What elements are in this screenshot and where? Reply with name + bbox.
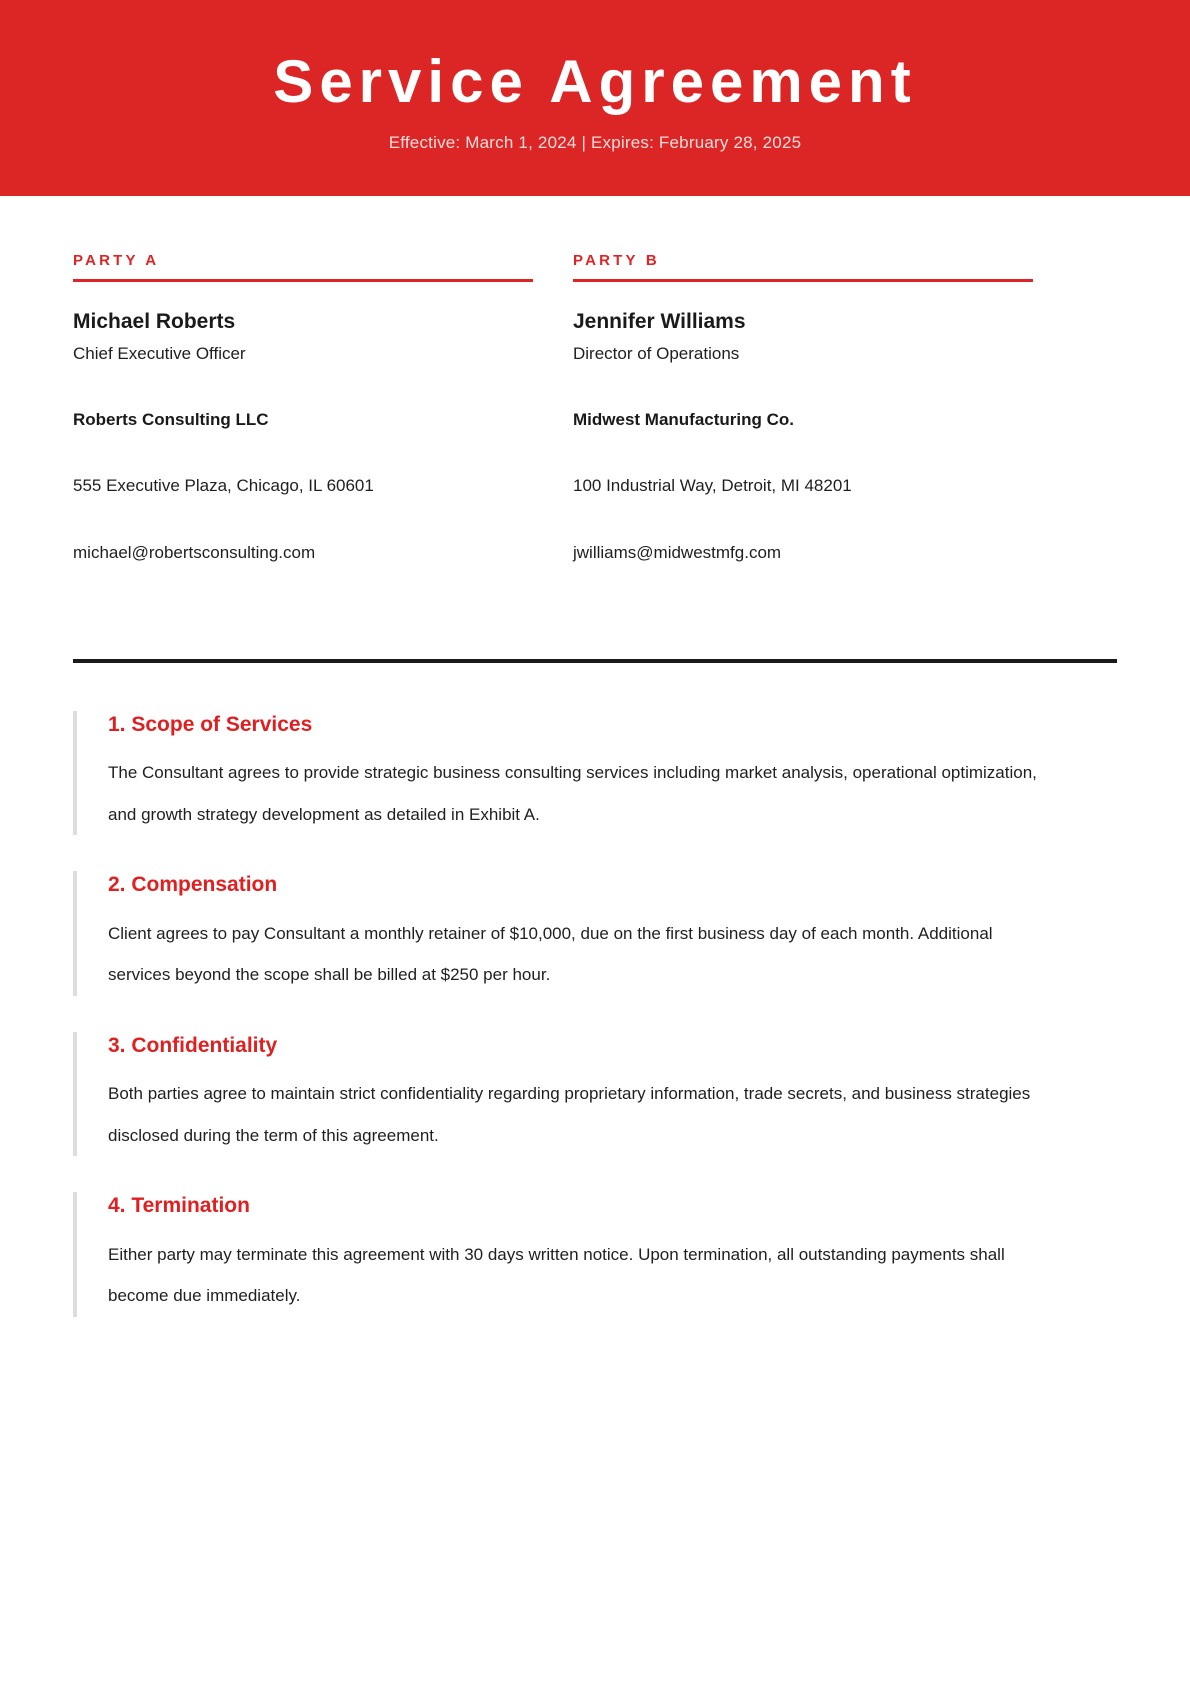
clause-heading: 1. Scope of Services — [108, 712, 313, 736]
party-b-rule — [573, 279, 1033, 282]
clause-body: Either party may terminate this agreement with 30 days written notice. Upon termination, all outstanding payments shall become due immediately. — [108, 1244, 1005, 1306]
clauses-section — [0, 663, 1190, 1317]
clause-heading: 4. Termination — [108, 1194, 250, 1218]
party-b-name: Jennifer Williams — [573, 310, 746, 333]
page-title: Service Agreement — [273, 47, 917, 115]
clause-compensation — [73, 871, 1117, 996]
agreement-dates: Effective: March 1, 2024 | Expires: February 28, 2025 — [388, 132, 802, 152]
party-b-address: 100 Industrial Way, Detroit, MI 48201 — [573, 476, 852, 496]
clause-body: Client agrees to pay Consultant a monthly retainer of $10,000, due on the first business day of each month. Additional services beyond the scope shall be billed at $250 per hour. — [108, 923, 993, 985]
party-a-name: Michael Roberts — [73, 310, 236, 333]
clause-body: Both parties agree to maintain strict confidentiality regarding proprietary information, trade secrets, and business strategies disclosed during the term of this agreement. — [108, 1084, 1031, 1145]
party-a-block — [73, 252, 533, 564]
party-a-role: Chief Executive Officer — [73, 344, 246, 364]
clause-heading: 3. Confidentiality — [108, 1033, 278, 1057]
clause-body: The Consultant agrees to provide strategic business consulting services including market analysis, operational optimization, and growth strategy development as detailed in Exhibit A. — [108, 762, 1037, 824]
party-b-company: Midwest Manufacturing Co. — [573, 410, 794, 430]
party-b-block — [573, 252, 1033, 564]
document-header — [0, 0, 1190, 196]
clause-heading: 2. Compensation — [108, 873, 278, 897]
party-b-email: jwilliams@midwestmfg.com — [573, 542, 782, 562]
party-a-company: Roberts Consulting LLC — [73, 410, 269, 430]
party-a-email: michael@robertsconsulting.com — [73, 542, 316, 562]
party-b-role: Director of Operations — [573, 344, 740, 364]
parties-section — [0, 196, 1190, 564]
party-b-label: PARTY B — [573, 252, 660, 269]
clause-scope-of-services — [73, 711, 1117, 836]
clause-termination — [73, 1192, 1117, 1317]
clause-confidentiality — [73, 1032, 1117, 1157]
party-a-address: 555 Executive Plaza, Chicago, IL 60601 — [73, 476, 374, 496]
party-a-label: PARTY A — [73, 252, 160, 269]
party-a-rule — [73, 279, 533, 282]
